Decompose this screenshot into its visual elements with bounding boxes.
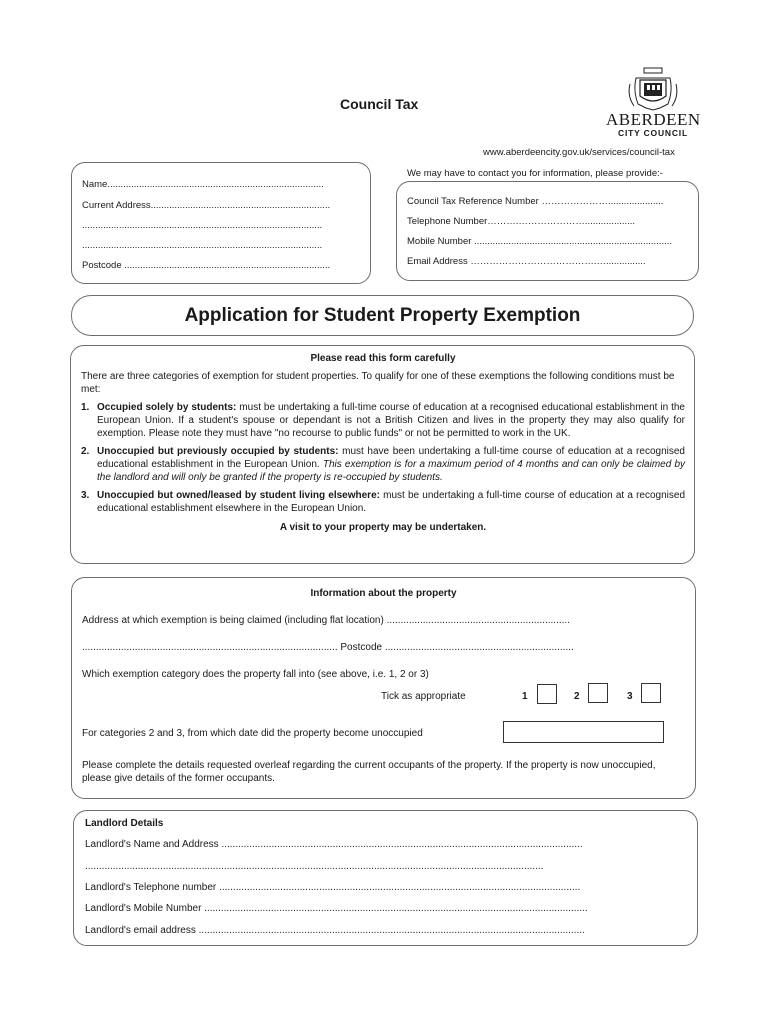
council-logo (606, 66, 700, 138)
address-line-2[interactable]: ........................................................................................... (82, 220, 323, 231)
landlord-mobile-field[interactable]: Landlord's Mobile Number .......................................................................................................................................... (85, 903, 588, 914)
council-tax-ref-field[interactable]: Council Tax Reference Number …………………..................... (407, 196, 664, 207)
address-line-3[interactable]: ........................................................................................... (82, 240, 323, 251)
personal-details-box (71, 162, 371, 284)
landlord-name-address-field[interactable]: Landlord's Name and Address .................................................................................................................................. (85, 839, 583, 850)
option-1-label: 1 (522, 691, 528, 702)
category-3: 3. Unoccupied but owned/leased by student living elsewhere: must be undertaking a full-time course of education at a recognised educational establishment elsewhere in the European Union. (81, 490, 686, 514)
occupants-note: Please complete the details requested overleaf regarding the current occupants of the property. If the property is now unoccupied, please give details of the former occupants. (82, 760, 656, 784)
unoccupied-date-input[interactable] (503, 721, 664, 743)
postcode-field[interactable]: Postcode .............................................................................. (82, 260, 331, 271)
crest-icon (606, 66, 700, 112)
landlord-heading: Landlord Details (85, 818, 164, 829)
landlord-details-box (73, 810, 698, 946)
email-field[interactable]: Email Address ………………………………….…............... (407, 256, 646, 267)
option-1-checkbox[interactable] (537, 684, 557, 704)
name-field[interactable]: Name.................................................................................. (82, 179, 324, 190)
info-intro: There are three categories of exemption for student properties. To qualify for one of these exemptions the following conditions must be met: (81, 371, 675, 395)
logo-subtitle: CITY COUNCIL (618, 128, 688, 138)
option-3-checkbox[interactable] (641, 683, 661, 703)
option-2-label: 2 (574, 691, 580, 702)
logo-name: ABERDEEN (606, 110, 701, 129)
exemption-address-field[interactable]: Address at which exemption is being claimed (including flat location) .................................................................. (82, 615, 570, 626)
tick-label: Tick as appropriate (381, 691, 466, 702)
category-question: Which exemption category does the property fall into (see above, i.e. 1, 2 or 3) (82, 669, 429, 680)
category-2: 2. Unoccupied but previously occupied by students: must have been undertaking a full-time course of education at a recognised educational establishment in the European Union. This exemption is for a maximum period of 4 months and can only be claimed by the landlord and will only be granted if the property is re-occupied by students. (81, 446, 686, 483)
property-heading: Information about the property (310, 588, 457, 599)
mobile-field[interactable]: Mobile Number ........................................................................... (407, 236, 673, 247)
landlord-email-field[interactable]: Landlord's email address ........................................................................................................................................... (85, 925, 585, 936)
telephone-field[interactable]: Telephone Number……….…………………................... (407, 216, 636, 227)
option-2-checkbox[interactable] (588, 683, 608, 703)
option-3-label: 3 (627, 691, 633, 702)
form-title-banner (71, 295, 694, 336)
landlord-telephone-field[interactable]: Landlord's Telephone number .................................................................................................................................. (85, 882, 581, 893)
council-url[interactable]: www.aberdeencity.gov.uk/services/council-tax (483, 147, 675, 158)
info-heading: Please read this form carefully (310, 353, 456, 364)
date-question: For categories 2 and 3, from which date did the property become unoccupied (82, 728, 423, 739)
property-info-box (71, 577, 696, 799)
landlord-address-line-2[interactable]: ..................................................................................................................................................................... (85, 861, 544, 872)
contact-intro: We may have to contact you for information, please provide:- (407, 168, 663, 179)
page-title: Council Tax (340, 96, 419, 112)
category-1: 1. Occupied solely by students: must be undertaking a full-time course of education at a recognised educational establishment in the European Union. If a student's spouse or dependant is not a British Citizen and lives in the property they may also qualify for exemption. Please note they must have "no recourse to public funds" or not be permitted to work in the UK. (81, 402, 685, 439)
exemption-categories (81, 401, 685, 515)
current-address-field[interactable]: Current Address.................................................................... (82, 200, 331, 211)
visit-notice: A visit to your property may be undertaken. (279, 522, 487, 533)
form-title: Application for Student Property Exemption (184, 305, 581, 326)
exemption-info-box (70, 345, 695, 564)
property-postcode-field[interactable]: ............................................................................................ Postcode .................................................................... (82, 642, 574, 653)
contact-details-box (396, 181, 699, 281)
